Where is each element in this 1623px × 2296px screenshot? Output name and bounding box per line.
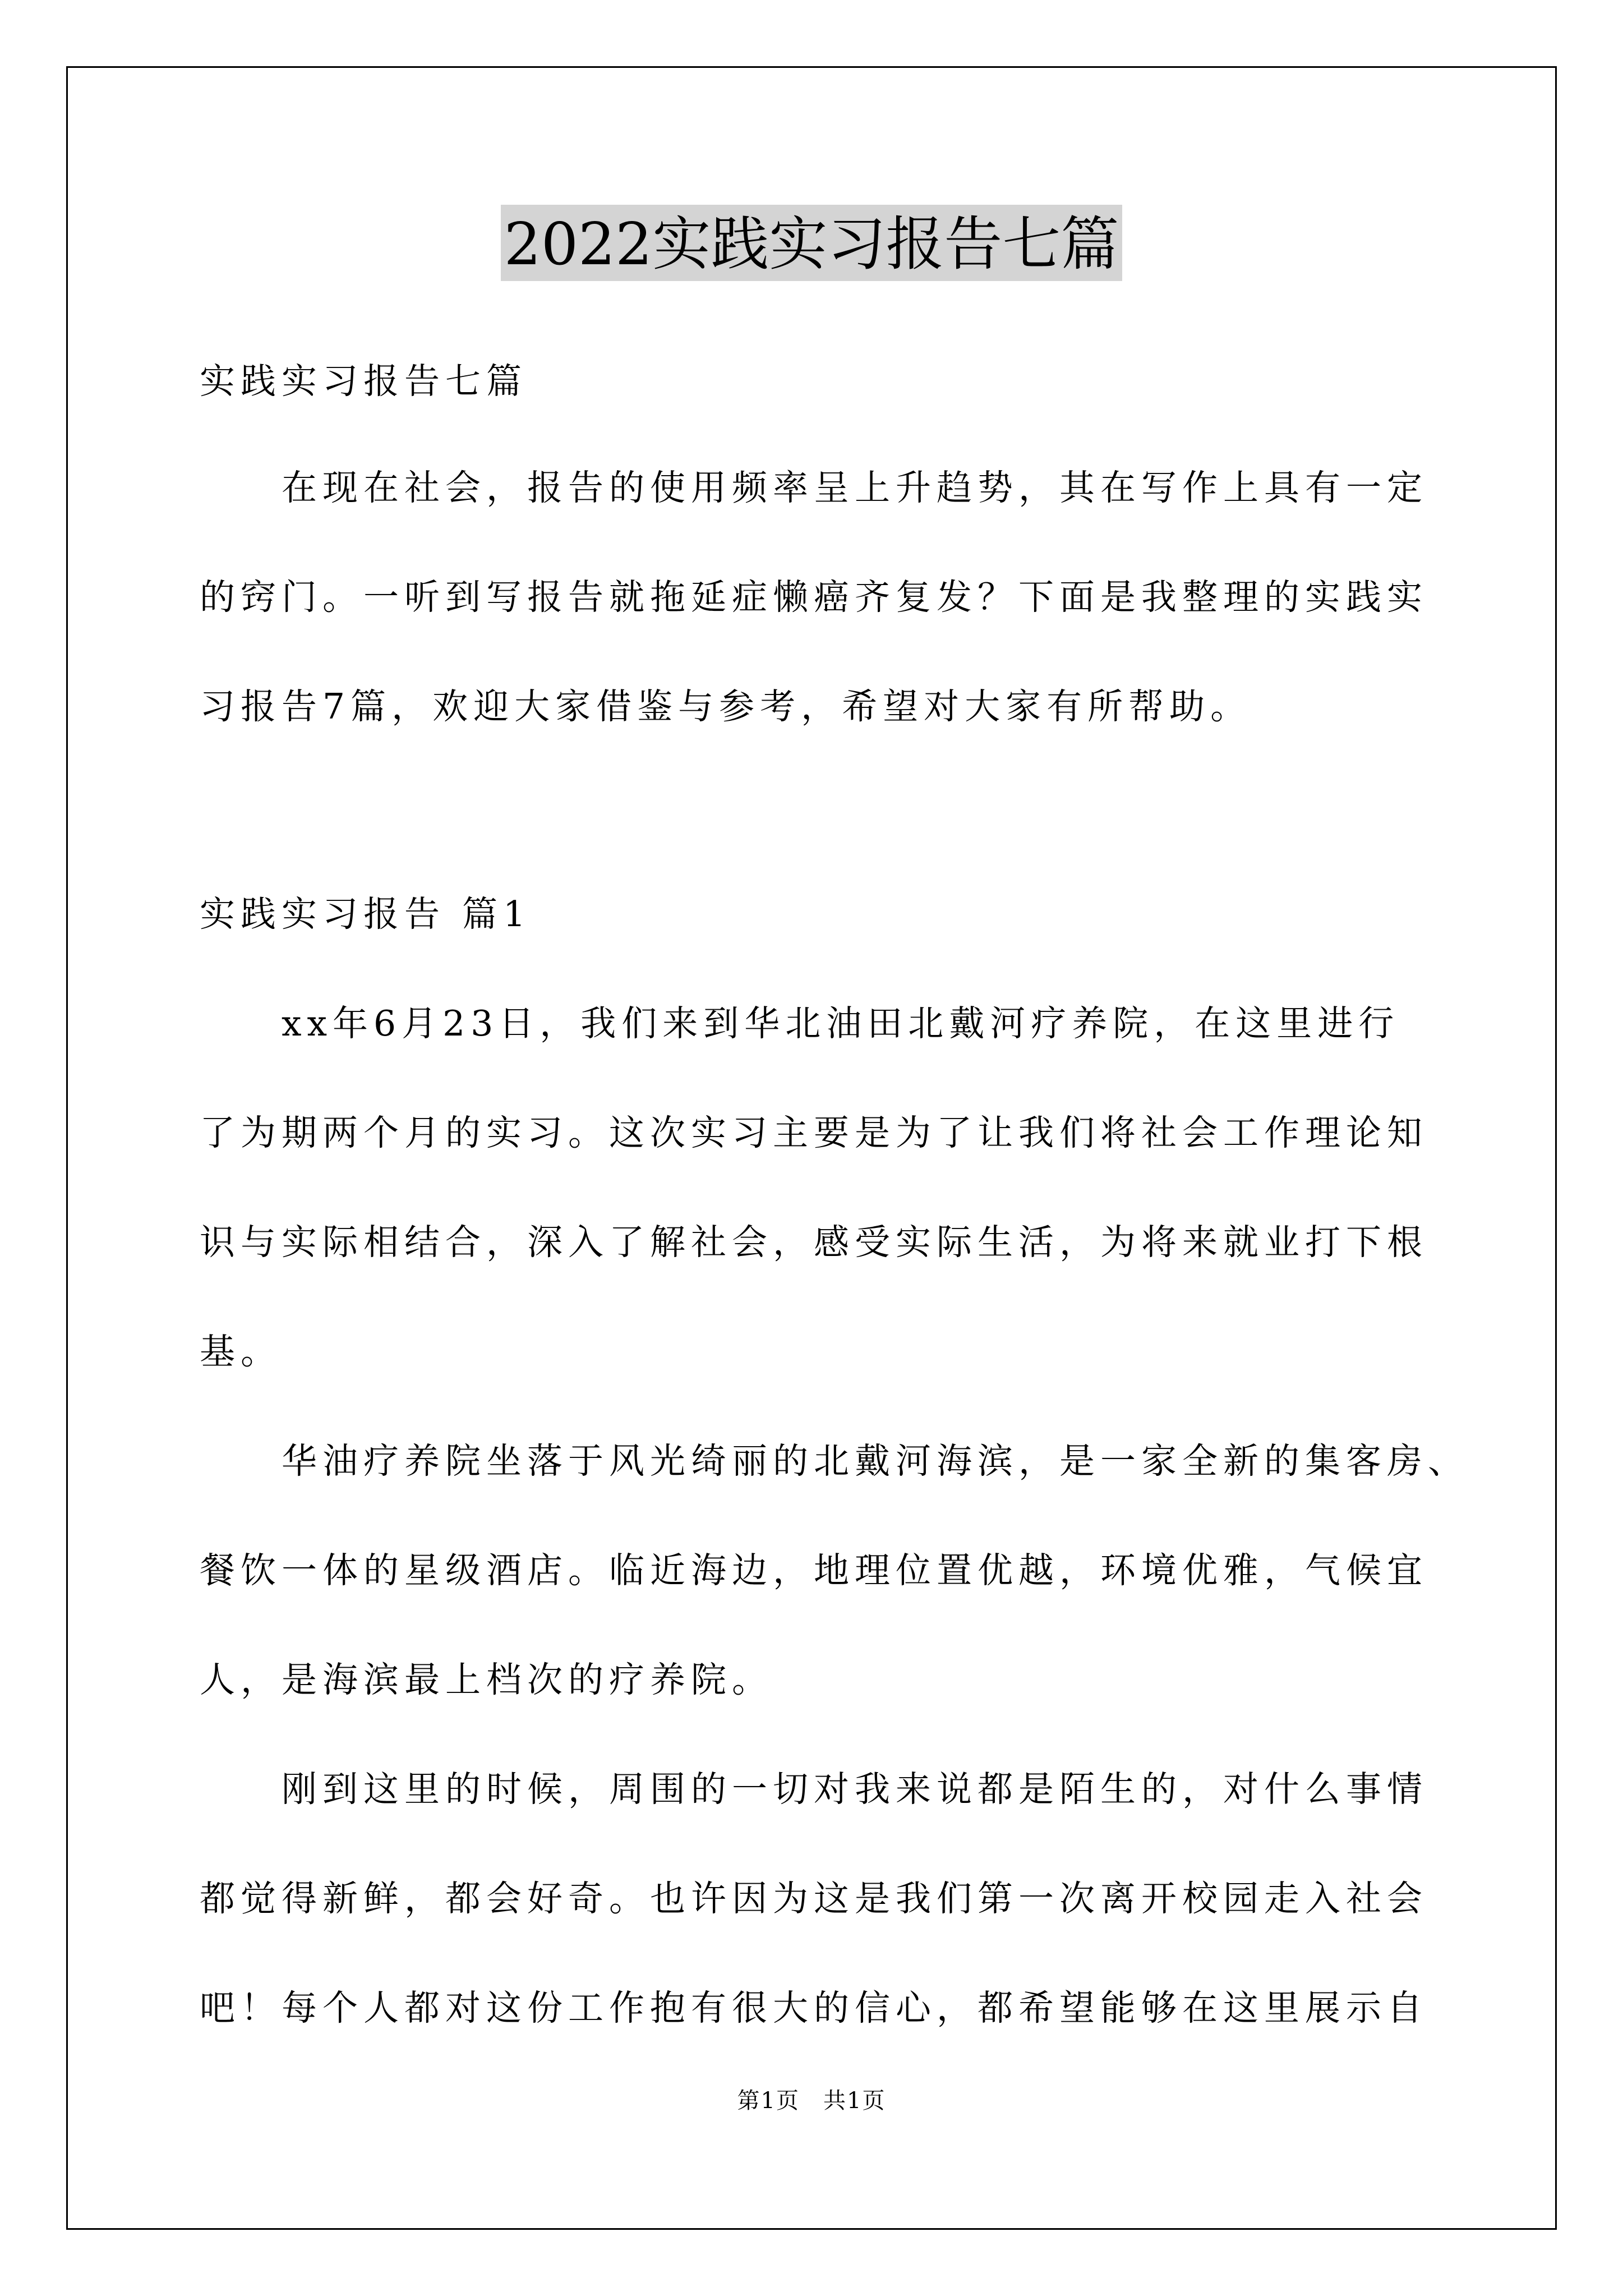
paragraph-line: 刚到这里的时候，周围的一切对我来说都是陌生的，对什么事情 [282, 1769, 1428, 1810]
paragraph-line: 餐饮一体的星级酒店。临近海边，地理位置优越，环境优雅，气候宜 [200, 1550, 1428, 1591]
paragraph-line: 识与实际相结合，深入了解社会，感受实际生活，为将来就业打下根 [200, 1222, 1428, 1263]
paragraph-line: 人，是海滨最上档次的疗养院。 [200, 1659, 773, 1700]
intro-line: 习报告7篇，欢迎大家借鉴与参考，希望对大家有所帮助。 [200, 686, 1252, 727]
intro-line: 在现在社会，报告的使用频率呈上升趋势，其在写作上具有一定 [282, 467, 1428, 508]
section-heading: 实践实习报告 篇1 [200, 894, 532, 935]
paragraph-line: 了为期两个月的实习。这次实习主要是为了让我们将社会工作理论知 [200, 1112, 1428, 1153]
paragraph-line: 吧！每个人都对这份工作抱有很大的信心，都希望能够在这里展示自 [200, 1987, 1428, 2028]
paragraph-line: 华油疗养院坐落于风光绮丽的北戴河海滨，是一家全新的集客房、 [282, 1441, 1469, 1481]
title-container [0, 205, 1623, 281]
paragraph-line: 都觉得新鲜，都会好奇。也许因为这是我们第一次离开校园走入社会 [200, 1878, 1428, 1919]
paragraph-line: xx年6月23日，我们来到华北油田北戴河疗养院，在这里进行 [282, 1003, 1400, 1044]
document-subtitle: 实践实习报告七篇 [200, 361, 527, 402]
paragraph-line: 基。 [200, 1331, 282, 1372]
page-footer: 第1页 共1页 [737, 2088, 886, 2114]
intro-line: 的窍门。一听到写报告就拖延症懒癌齐复发？下面是我整理的实践实 [200, 577, 1428, 618]
document-title: 2022实践实习报告七篇 [501, 205, 1123, 281]
